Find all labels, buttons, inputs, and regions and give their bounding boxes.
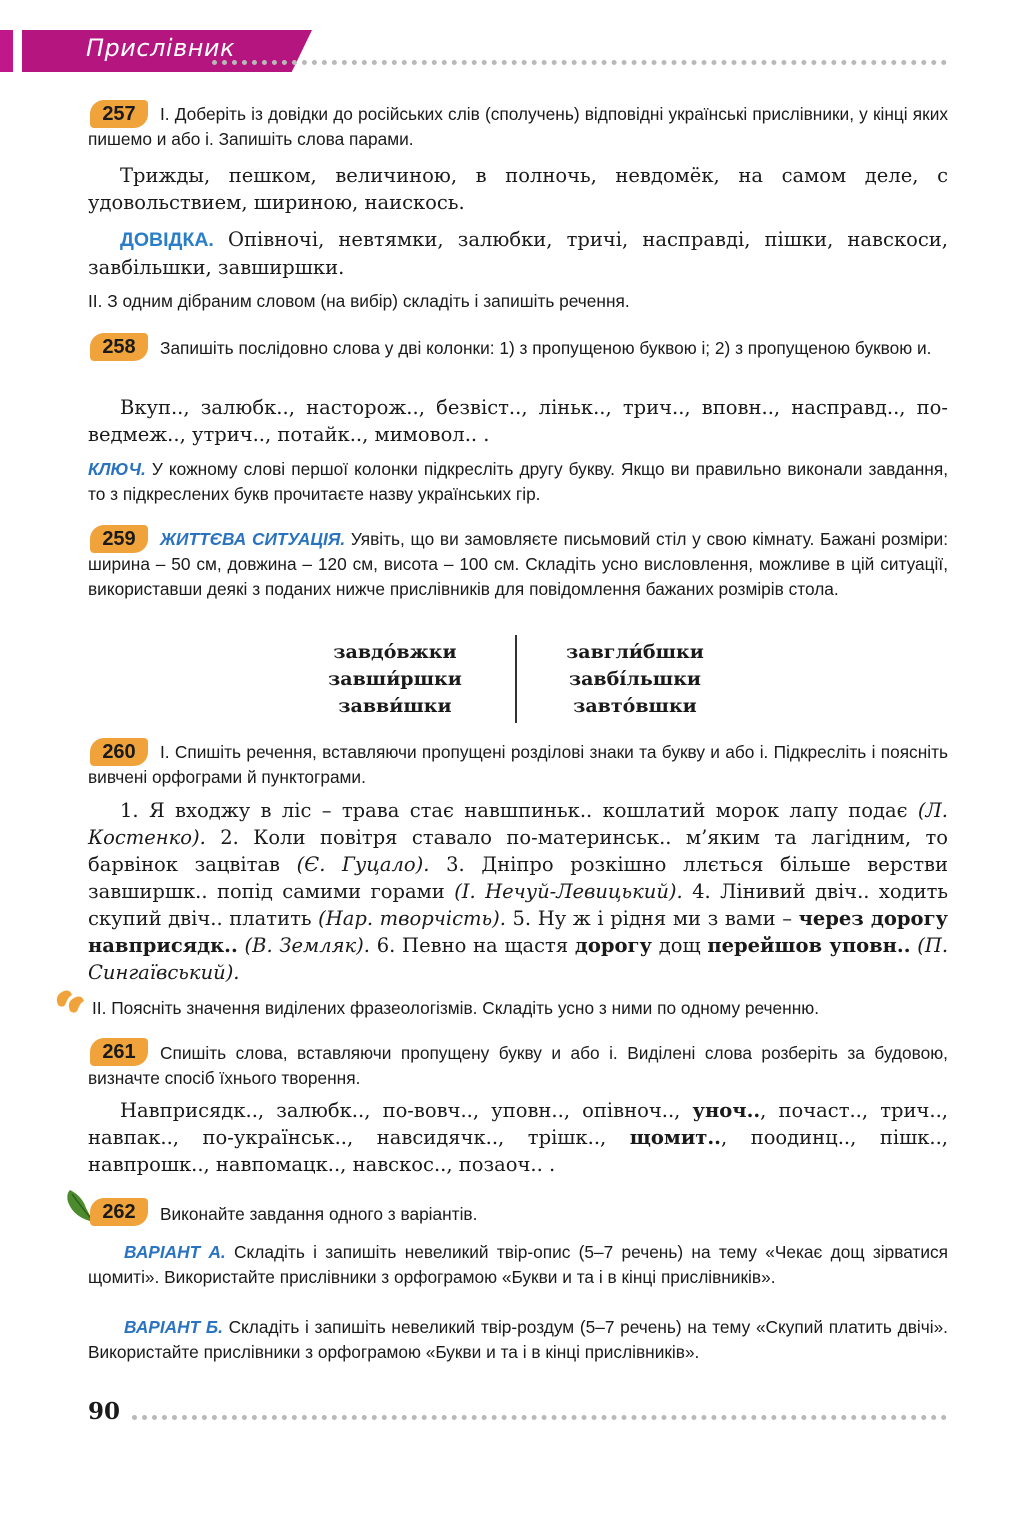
header-dotted-rule	[212, 60, 947, 65]
task-261-words	[88, 1097, 948, 1178]
sentence-5-phraseologism: через дорогу навприсядк..	[88, 907, 948, 957]
page-title: Прислівник	[86, 34, 236, 62]
reference-label: ДОВІДКА.	[120, 229, 214, 251]
task-260-part2: ІІ. Поясніть значення виділених фразеологізмів. Складіть усно з ними по одному реченню.	[92, 998, 820, 1018]
task-262	[88, 1202, 948, 1227]
words-part-2: , почаст.., трич.., навпак.., по-українськ.., навсидячк.., трішк..,	[88, 1099, 948, 1149]
task-261-instruction: Спишіть слова, вставляючи пропущену букву и або і. Виділені слова розберіть за будовою, визначте спосіб їхнього творення.	[88, 1043, 948, 1088]
dimension-word: завви́шки	[338, 695, 452, 717]
sentence-4: 4. Лінивий двіч.. ходить скупий двіч.. платить	[88, 880, 949, 930]
sentence-6: 6. Певно на щастя	[376, 934, 569, 957]
variant-a-text: Складіть і запишіть невеликий твір-опис (5–7 речень) на тему «Чекає дощ зірватися щомиті». Використайте прислівники з орфограмою «Букви и та і в кінці прислівників».	[88, 1242, 948, 1287]
task-262-instruction: Виконайте завдання одного з варіантів.	[160, 1204, 478, 1224]
header-side-bar	[0, 30, 13, 72]
task-257-words	[88, 162, 948, 216]
sentence-2: 2. Коли повітря ставало по-материнськ.. м’яким та лагідним, то барвінок зацвітав	[88, 826, 948, 876]
dimension-word: завши́ршки	[328, 668, 462, 690]
task-258-instruction: Запишіть послідовно слова у дві колонки: 1) з пропущеною буквою і; 2) з пропущеною буквою и.	[160, 338, 932, 358]
task-258-words-text: Вкуп.., залюбк.., насторож.., безвіст.., ліньк.., трич.., вповн.., насправд.., по-ведмеж.., утрич.., потайк.., мимовол.. .	[88, 396, 948, 446]
oral-task-icon	[50, 985, 90, 1017]
task-number-259: 259	[90, 525, 148, 553]
task-257	[88, 102, 948, 152]
task-number-262: 262	[90, 1198, 148, 1226]
task-261	[88, 1041, 948, 1091]
key-text: У кожному слові першої колонки підкресліть другу букву. Якщо ви правильно виконали завдання, то з підкреслених букв прочитаєте назву українських гір.	[88, 459, 949, 504]
sentence-6-word: дощ	[658, 934, 701, 957]
task-259	[88, 527, 948, 602]
sentence-2-author: (Є. Гуцало).	[296, 853, 430, 876]
dimension-word: завбі́льшки	[568, 668, 702, 690]
sentence-5: 5. Ну ж і рідня ми з вами –	[512, 907, 792, 930]
column-divider	[515, 635, 517, 723]
reference-text: Опівночі, невтямки, залюбки, тричі, насправді, пішки, навскоси, завбільшки, завширшки.	[88, 228, 948, 279]
task-258	[88, 336, 948, 361]
words-part-1: Навприсядк.., залюбк.., по-вовч.., уповн.., опівноч..,	[120, 1099, 681, 1122]
sentence-5-author: (В. Земляк).	[244, 934, 370, 957]
highlighted-word-1: уноч..	[692, 1099, 761, 1122]
task-258-key	[88, 457, 948, 507]
dimension-word: завдо́вжки	[333, 641, 457, 663]
task-260-instruction: І. Спишіть речення, вставляючи пропущені розділові знаки та букву и або і. Підкресліть і поясніть вивчені орфограми й пунктограми.	[88, 742, 948, 787]
dimensions-right-column	[540, 639, 730, 720]
task-257-words-text: Трижды, пешком, величиною, в полночь, невдомёк, на самом деле, с удовольствием, шириною, наискось.	[88, 164, 948, 214]
task-number-257: 257	[90, 100, 148, 128]
task-262-variant-a	[88, 1240, 948, 1290]
sentence-4-author: (Нар. творчість).	[318, 907, 506, 930]
sentence-6-phraseologism-a: дорогу	[574, 934, 652, 957]
highlighted-word-2: щомит..	[629, 1126, 721, 1149]
dimensions-left-column	[300, 639, 490, 720]
dimension-word: завто́вшки	[573, 695, 697, 717]
sentence-6-phraseologism-b: перейшов уповн..	[707, 934, 911, 957]
variant-b-text: Складіть і запишіть невеликий твір-роздум (5–7 речень) на тему «Скупий платить двічі». Використайте прислівники з орфограмою «Букви и та і в кінці прислівників».	[88, 1317, 948, 1362]
sentence-1-author: (Л. Костенко).	[88, 799, 949, 849]
sentence-3-author: (І. Нечуй-Левицький).	[454, 880, 683, 903]
task-number-258: 258	[90, 333, 148, 361]
task-257-reference	[88, 226, 948, 281]
task-257-part2: ІІ. З одним дібраним словом (на вибір) складіть і запишіть речення.	[88, 291, 630, 311]
key-label: КЛЮЧ.	[88, 459, 146, 479]
task-260	[88, 740, 948, 790]
page-number: 90	[88, 1398, 121, 1425]
variant-a-label: ВАРІАНТ А.	[124, 1242, 226, 1262]
sentence-1: 1. Я входжу в ліс – трава стає навшпиньк.. кошлатий морок лапу подає	[120, 799, 908, 822]
situation-label: ЖИТТЄВА СИТУАЦІЯ.	[160, 529, 346, 549]
sentence-6-author: (П. Сингаївський).	[88, 934, 949, 984]
task-number-260: 260	[90, 738, 148, 766]
task-number-261: 261	[90, 1038, 148, 1066]
task-260-sentences	[88, 797, 948, 986]
task-262-variant-b	[88, 1315, 948, 1365]
words-part-3: , поодинц.., пішк.., навпрошк.., навпомацк.., навскос.., позаоч.. .	[88, 1126, 949, 1176]
dimension-word: завгли́бшки	[566, 641, 704, 663]
task-258-words	[88, 394, 948, 448]
task-259-instruction: Уявіть, що ви замовляєте письмовий стіл у свою кімнату. Бажані розміри: ширина – 50 см, довжина – 120 см, висота – 100 см. Складіть усно висловлення, можливе в цій ситуації, використавши деякі з поданих нижче прислівників для повідомлення бажаних розмірів стола.	[88, 529, 948, 599]
task-257-instruction: І. Доберіть із довідки до російських слів (сполучень) відповідні українські прислівники, у кінці яких пишемо и або і. Запишіть слова парами.	[88, 104, 948, 149]
variant-b-label: ВАРІАНТ Б.	[124, 1317, 223, 1337]
footer-dotted-rule	[132, 1415, 947, 1420]
sentence-3: 3. Дніпро розкішно ллється більше верстви завширшк.. попід самими горами	[88, 853, 948, 903]
